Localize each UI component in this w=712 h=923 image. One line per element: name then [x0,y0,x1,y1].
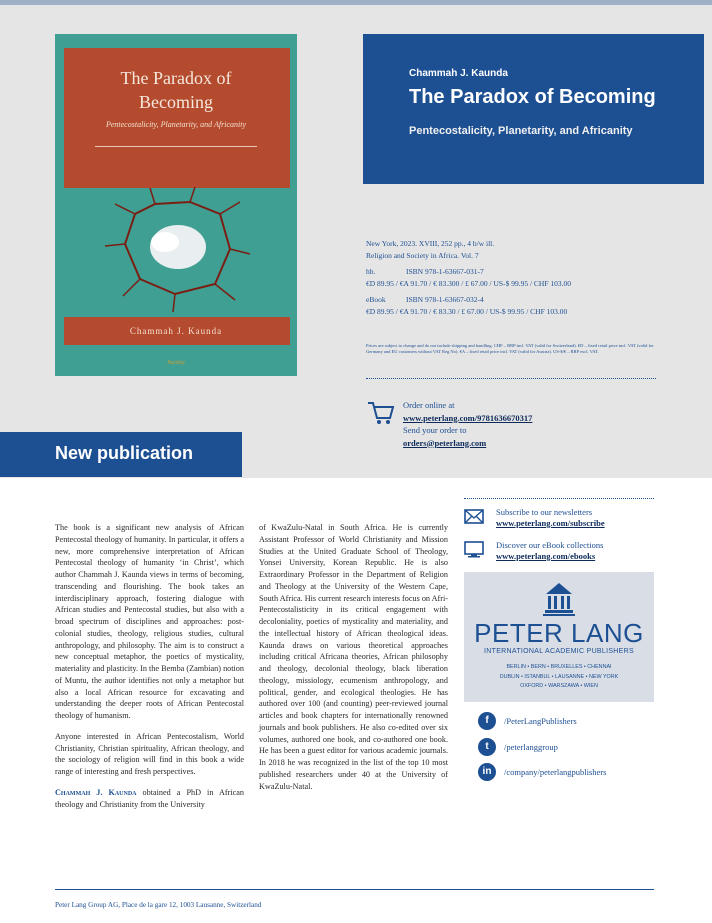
banner-label: New publication [55,443,194,463]
mail-icon [464,507,484,525]
author-bio-continued: of KwaZulu-Natal in South Africa. He is currently Assistant Professor of World Christianity and Mission Studies at the United Graduate School of Theology, Yonsei University, Korean Republic. He is also Extraordinary Professor in the Department of Religion and Theology at the University of the Western Cape, South Africa. His current research interests focus on Afri-Pentecostalisticity in its critical engagement with decoloniality, poetics of mysticality and materiality, and the intellectual history of African theological ideas. Kaunda draws on various theoretical approaches including critical Africana theories, African philosophy and theology, decolonial theology, black liberation theology, missiology, ecumenism anthropology, and political, gender, and ecological theologies. He has authored over 100 (and counting) peer-reviewed journal articles and book chapters for internationally renowned journals and book publishers. He also co-edited over six volumes, authored one book, and co-authored one book. He has been a guest editor for various academic journals. In 2018 he was recognized in the list of the top 10 most published researchers under 40 at the University of KwaZulu-Natal. [259,523,448,791]
hb-prices: €D 89.95 / €A 91.70 / € 83.300 / £ 67.00 / US-$ 99.95 / CHF 103.00 [366,279,572,288]
new-publication-banner [0,432,242,477]
ebook-prices: €D 89.95 / €A 91.70 / € 83.30 / £ 67.00 / US-$ 99.95 / CHF 103.00 [366,307,568,316]
book-title: The Paradox of Becoming [409,86,656,108]
facebook-handle[interactable]: /PeterLangPublishers [504,716,577,726]
price-disclaimer: Prices are subject to change and do not include shipping and handling. CHF – RRP incl. VAT (valid for Switzerland). €D – fixed retail price incl. VAT (valid for Germany and EU customers without VAT Reg No). €A – fixed retail price incl. VAT (valid for Austria). US-$/€ – RRP excl. VAT. [366,343,654,354]
linkedin-handle[interactable]: /company/peterlangpublishers [504,767,607,777]
ebook-label: eBook [366,295,386,304]
newsletter-link[interactable]: www.peterlang.com/subscribe [496,518,605,528]
publisher-cities: BERLIN • BERN • BRUXELLES • CHENNAI DUBLIN • ISTANBUL • LAUSANNE • NEW YORK OXFORD • WARSZAWA • WIEN [499,664,619,689]
order-link[interactable]: www.peterlang.com/9781636670317 [403,412,533,423]
cover-author: Chammah J. Kaunda [129,326,223,336]
top-rule [0,0,712,5]
publisher-logo [464,572,654,702]
footer-address: Peter Lang Group AG, Place de la gare 12, 1003 Lausanne, Switzerland [55,901,262,909]
book-cover [55,34,297,376]
order-info [403,399,532,449]
series-line: Religion and Society in Africa. Vol. 7 [366,251,479,260]
cover-divider [95,146,257,147]
bio-author-name: Chammah J. Kaunda [55,787,137,797]
cover-title: The Paradox of Becoming [120,68,232,112]
bio-start-text: obtained a PhD in African theology and Christianity from the University [55,787,244,809]
sidebar-divider [464,498,654,499]
cover-series: Society [167,360,185,366]
footer-rule [55,889,654,890]
facebook-icon: f [478,712,496,730]
title-block [363,34,704,184]
cover-artwork [95,184,255,314]
temple-logo-icon [543,581,575,617]
hb-isbn: ISBN 978-1-63667-031-7 [406,267,484,276]
body-column-1 [55,522,244,819]
cover-subtitle: Pentecostalicity, Planetarity, and Africanity [105,120,247,129]
publisher-tagline: INTERNATIONAL ACADEMIC PUBLISHERS [484,648,634,655]
ebook-icon [464,540,484,558]
publisher-name: PETER LANG [474,618,644,648]
ebook-link[interactable]: www.peterlang.com/ebooks [496,551,596,561]
twitter-handle[interactable]: /peterlanggroup [504,742,558,752]
order-email-link[interactable]: orders@peterlang.com [403,437,487,448]
newsletter-label: Subscribe to our newsletters [496,507,593,517]
pub-line: New York, 2023. XVIII, 252 pp., 4 b/w ill. [366,239,495,248]
divider [366,378,656,379]
book-subtitle: Pentecostalicity, Planetarity, and Africanity [409,125,633,137]
twitter-icon: t [478,738,496,756]
ebook-isbn: ISBN 978-1-63667-032-4 [406,295,484,304]
cart-icon [367,400,395,426]
body-column-2 [259,522,448,801]
author-bio-start [55,787,244,811]
linkedin-icon: in [478,763,496,781]
ebook-label: Discover our eBook collections [496,540,604,550]
description-paragraph: The book is a significant new analysis of African Pentecostal theology of humanity. In particular, it offers a new, more comprehensive interpretation of African Pentecostal theology of humanity ‘in Christ’, which author Chammah J. Kaunda views in terms of becoming, transcending and flourishing. The book takes an interdisciplinary approach, fostering dialogue with African studies and Pentecostal studies, but also with a broad spectrum of disciplines and approaches: post-colonial studies, theology, religious studies, cultural anthropology, and philosophy. The aim is to construct a new conceptual metaphor, the poetics of mysticality, materiality and plasticity. In the Bemba (Zambian) notion of Muntu, the author identifies not only a metaphor but also a local African resource for excavating and understanding the deeper roots of African Pentecostal theology of humanism. [55,523,244,720]
book-author: Chammah J. Kaunda [409,68,508,79]
order-label: Order online at [403,400,455,410]
audience-paragraph: Anyone interested in African Pentecostalism, World Christianity, Christian spirituality, African theology, and the sociology of religion will find in this book a wide range of interesting and fresh perspectives. [55,731,244,776]
hb-label: hb. [366,267,376,276]
send-label: Send your order to [403,425,467,435]
